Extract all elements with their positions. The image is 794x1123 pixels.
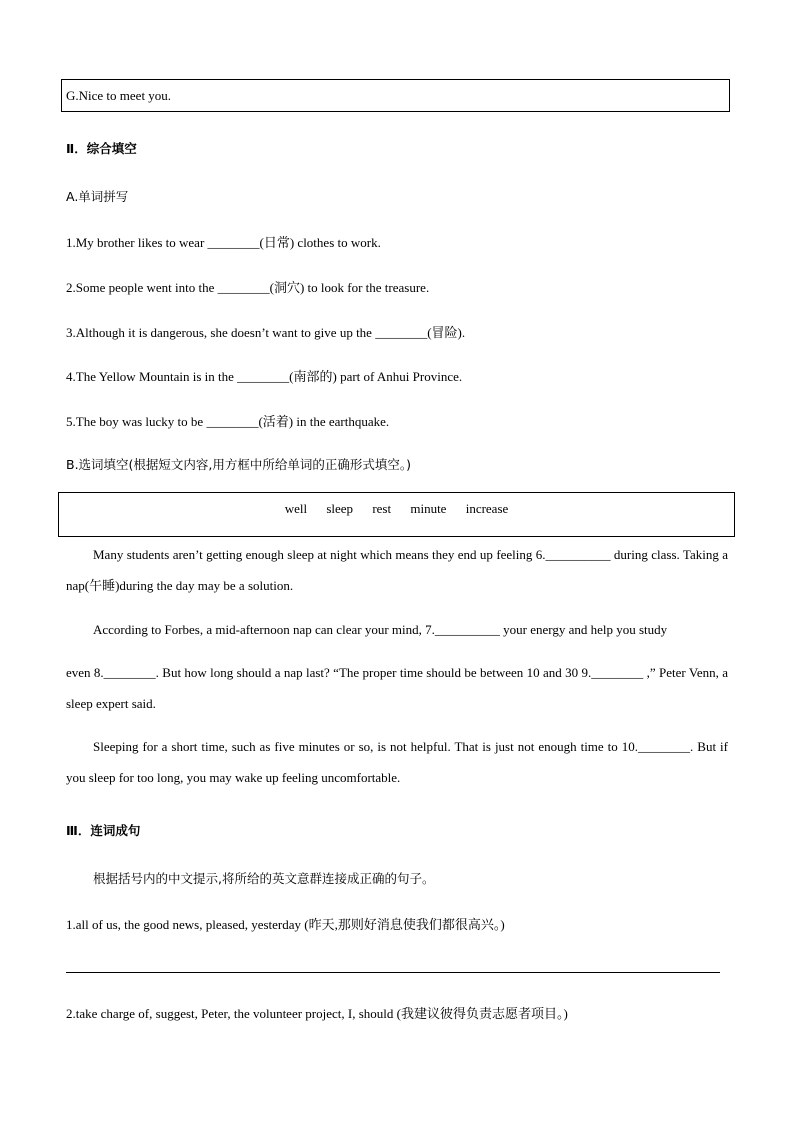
word-increase: increase xyxy=(465,501,509,516)
section3-instruction: 根据括号内的中文提示,将所给的英文意群连接成正确的句子。 xyxy=(93,871,435,886)
passage-paragraph-2: According to Forbes, a mid-afternoon nap can clear your mind, 7.__________ your energy and help you study xyxy=(93,622,668,637)
answer-line-1[interactable] xyxy=(66,972,720,973)
partA-item-1: 1.My brother likes to wear ________(日常) clothes to work. xyxy=(66,235,381,250)
partA-title: A.单词拼写 xyxy=(66,189,129,204)
section3-title: Ⅲ．连词成句 xyxy=(66,823,141,838)
option-g: G.Nice to meet you. xyxy=(66,88,172,103)
partA-item-3: 3.Although it is dangerous, she doesn’t want to give up the ________(冒险). xyxy=(66,325,466,340)
word-minute: minute xyxy=(410,501,447,516)
partA-item-4: 4.The Yellow Mountain is in the ________(南部的) part of Anhui Province. xyxy=(66,369,463,384)
section3-item-2: 2.take charge of, suggest, Peter, the volunteer project, I, should (我建议彼得负责志愿者项目。) xyxy=(66,1006,568,1021)
passage-paragraph-3: even 8.________. But how long should a nap last? “The proper time should be between 10 and 30 9.________ ,” Peter Venn, a sleep expert said. xyxy=(66,665,728,711)
passage-paragraph-4: Sleeping for a short time, such as five minutes or so, is not helpful. That is just not enough time to 10.________. But if you sleep for too long, you may wake up feeling uncomfortable. xyxy=(66,739,728,785)
partB-title: B.选词填空(根据短文内容,用方框中所给单词的正确形式填空。) xyxy=(66,457,412,472)
section2-title: Ⅱ．综合填空 xyxy=(66,141,137,156)
word-well: well xyxy=(284,501,308,516)
word-sleep: sleep xyxy=(326,501,354,516)
partA-item-5: 5.The boy was lucky to be ________(活着) in the earthquake. xyxy=(66,414,390,429)
partA-item-2: 2.Some people went into the ________(洞穴) to look for the treasure. xyxy=(66,280,430,295)
passage-paragraph-1: Many students aren’t getting enough sleep at night which means they end up feeling 6.__________ during class. Taking a nap(午睡)during the day may be a solution. xyxy=(66,547,728,593)
word-box-words xyxy=(58,501,735,517)
section3-item-1: 1.all of us, the good news, pleased, yesterday (昨天,那则好消息使我们都很高兴。) xyxy=(66,917,505,932)
word-rest: rest xyxy=(372,501,392,516)
